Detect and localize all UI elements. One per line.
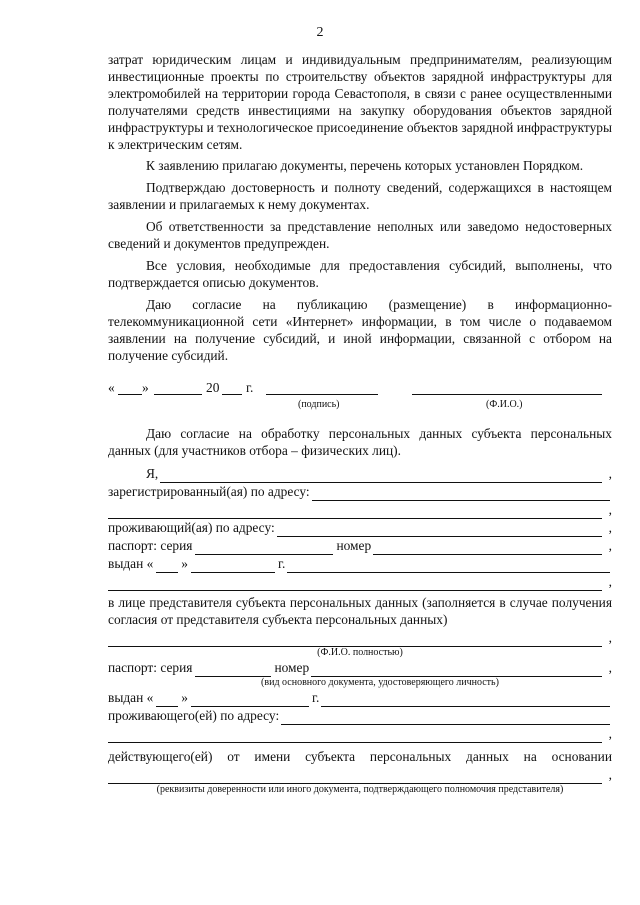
signature-field[interactable] xyxy=(266,394,378,395)
paragraph-publication: Даю согласие на публикацию (размещение) в информационно-телекоммуникационной сети «Интернет» информации, в том числе о подаваемом заявлении на получение субсидий, и иной информации, связанной с отбором на получение субсидий. xyxy=(108,296,612,363)
passport-number-label: номер xyxy=(336,538,372,554)
power-row xyxy=(108,766,612,784)
living-label: проживающий(ая) по адресу: xyxy=(108,520,275,536)
paragraph-costs: затрат юридическим лицам и индивидуальным предпринимателям, реализующим инвестиционные проекты по строительству объектов зарядной инфраструктуры для электромобилей на территории города Севастополя, в связи с ранее осуществленными получателями средств инвестициями на закупку оборудования объектов зарядной инфраструктуры и технологическое присоединение объектов зарядной инфраструктуры к электрическим сетям. xyxy=(108,52,612,152)
rep-issued-label: выдан « xyxy=(108,690,154,706)
acting-label: действующего(ей) от имени субъекта персональных данных на основании xyxy=(108,749,612,765)
registered-address-field-2[interactable] xyxy=(108,507,602,519)
living-row xyxy=(108,519,612,537)
passport-row xyxy=(108,537,612,555)
issued-row-2 xyxy=(108,573,612,591)
comma: , xyxy=(608,520,612,536)
comma: , xyxy=(608,630,612,646)
issued-by-field[interactable] xyxy=(287,561,610,573)
paragraph-attachments: К заявлению прилагаю документы, перечень которых установлен Порядком. xyxy=(146,158,584,174)
paragraph-conditions: Все условия, необходимые для предоставления субсидий, выполнены, что подтверждается описью документов. xyxy=(108,257,612,290)
i-row xyxy=(108,465,612,483)
rep-living-label: проживающего(ей) по адресу: xyxy=(108,708,280,724)
rep-passport-series-field[interactable] xyxy=(195,665,271,677)
rep-living-row xyxy=(108,707,612,725)
registered-row xyxy=(108,483,612,501)
comma: , xyxy=(608,502,612,518)
year-field[interactable] xyxy=(222,394,242,395)
rep-living-row-2 xyxy=(108,725,612,743)
paragraph-confirm: Подтверждаю достоверность и полноту сведений, содержащихся в настоящем заявлении и прилагаемых к нему документах. xyxy=(108,180,612,213)
comma: , xyxy=(608,726,612,742)
fio-full-caption: (Ф.И.О. полностью) xyxy=(317,647,403,659)
date-day-field[interactable] xyxy=(118,394,142,395)
representative-text: в лице представителя субъекта персональных данных (заполняется в случае получения согласия от представителя субъекта персональных данных) xyxy=(108,595,612,628)
issued-day-field[interactable] xyxy=(156,561,178,573)
representative-fio-field[interactable] xyxy=(108,635,602,647)
rep-issued-close: » xyxy=(181,690,188,706)
year-prefix: 20 xyxy=(206,380,220,396)
fio-field[interactable] xyxy=(412,394,602,395)
comma: , xyxy=(608,767,612,783)
rep-passport-row xyxy=(108,659,612,677)
comma: , xyxy=(608,574,612,590)
rep-passport-series-label: паспорт: серия xyxy=(108,660,193,676)
rep-issued-month-field[interactable] xyxy=(191,695,309,707)
fio-caption: (Ф.И.О.) xyxy=(486,399,523,411)
date-open-quote: « xyxy=(108,380,115,396)
issued-row xyxy=(108,555,612,573)
paragraph-responsibility: Об ответственности за представление неполных или заведомо недостоверных сведений и документов предупрежден. xyxy=(108,219,612,252)
rep-issued-by-field[interactable] xyxy=(321,695,610,707)
issued-year-label: г. xyxy=(278,556,286,572)
document-body xyxy=(108,52,612,796)
rep-living-address-field-2[interactable] xyxy=(108,731,602,743)
issued-close: » xyxy=(181,556,188,572)
issued-label: выдан « xyxy=(108,556,154,572)
rep-issued-row xyxy=(108,689,612,707)
full-name-field[interactable] xyxy=(160,471,602,483)
issued-by-field-2[interactable] xyxy=(108,579,602,591)
power-caption: (реквизиты доверенности или иного документа, подтверждающего полномочия представителя) xyxy=(156,783,564,795)
rep-passport-number-field[interactable] xyxy=(311,665,602,677)
representative-row xyxy=(108,629,612,647)
signature-row xyxy=(108,382,612,410)
passport-series-label: паспорт: серия xyxy=(108,538,193,554)
rep-living-address-field[interactable] xyxy=(281,713,610,725)
registered-address-field[interactable] xyxy=(312,489,610,501)
issued-month-field[interactable] xyxy=(191,561,275,573)
rep-passport-number-label: номер xyxy=(274,660,310,676)
passport-series-field[interactable] xyxy=(195,543,333,555)
registered-row-2 xyxy=(108,501,612,519)
living-address-field[interactable] xyxy=(277,525,602,537)
rep-issued-year-label: г. xyxy=(312,690,320,706)
comma: , xyxy=(608,660,612,676)
page-number: 2 xyxy=(316,25,324,40)
comma: , xyxy=(608,466,612,482)
passport-number-field[interactable] xyxy=(373,543,602,555)
power-document-field[interactable] xyxy=(108,772,602,784)
signature-caption: (подпись) xyxy=(298,399,340,411)
year-suffix: г. xyxy=(246,380,254,396)
registered-label: зарегистрированный(ая) по адресу: xyxy=(108,484,310,500)
consent-intro: Даю согласие на обработку персональных данных субъекта персональных данных (для участников отбора – физических лиц). xyxy=(108,426,612,459)
date-close-quote: » xyxy=(142,380,149,396)
rep-issued-day-field[interactable] xyxy=(156,695,178,707)
comma: , xyxy=(608,538,612,554)
i-label: Я, xyxy=(146,466,159,482)
date-month-field[interactable] xyxy=(154,394,202,395)
doc-caption: (вид основного документа, удостоверяющего личность) xyxy=(261,677,499,689)
